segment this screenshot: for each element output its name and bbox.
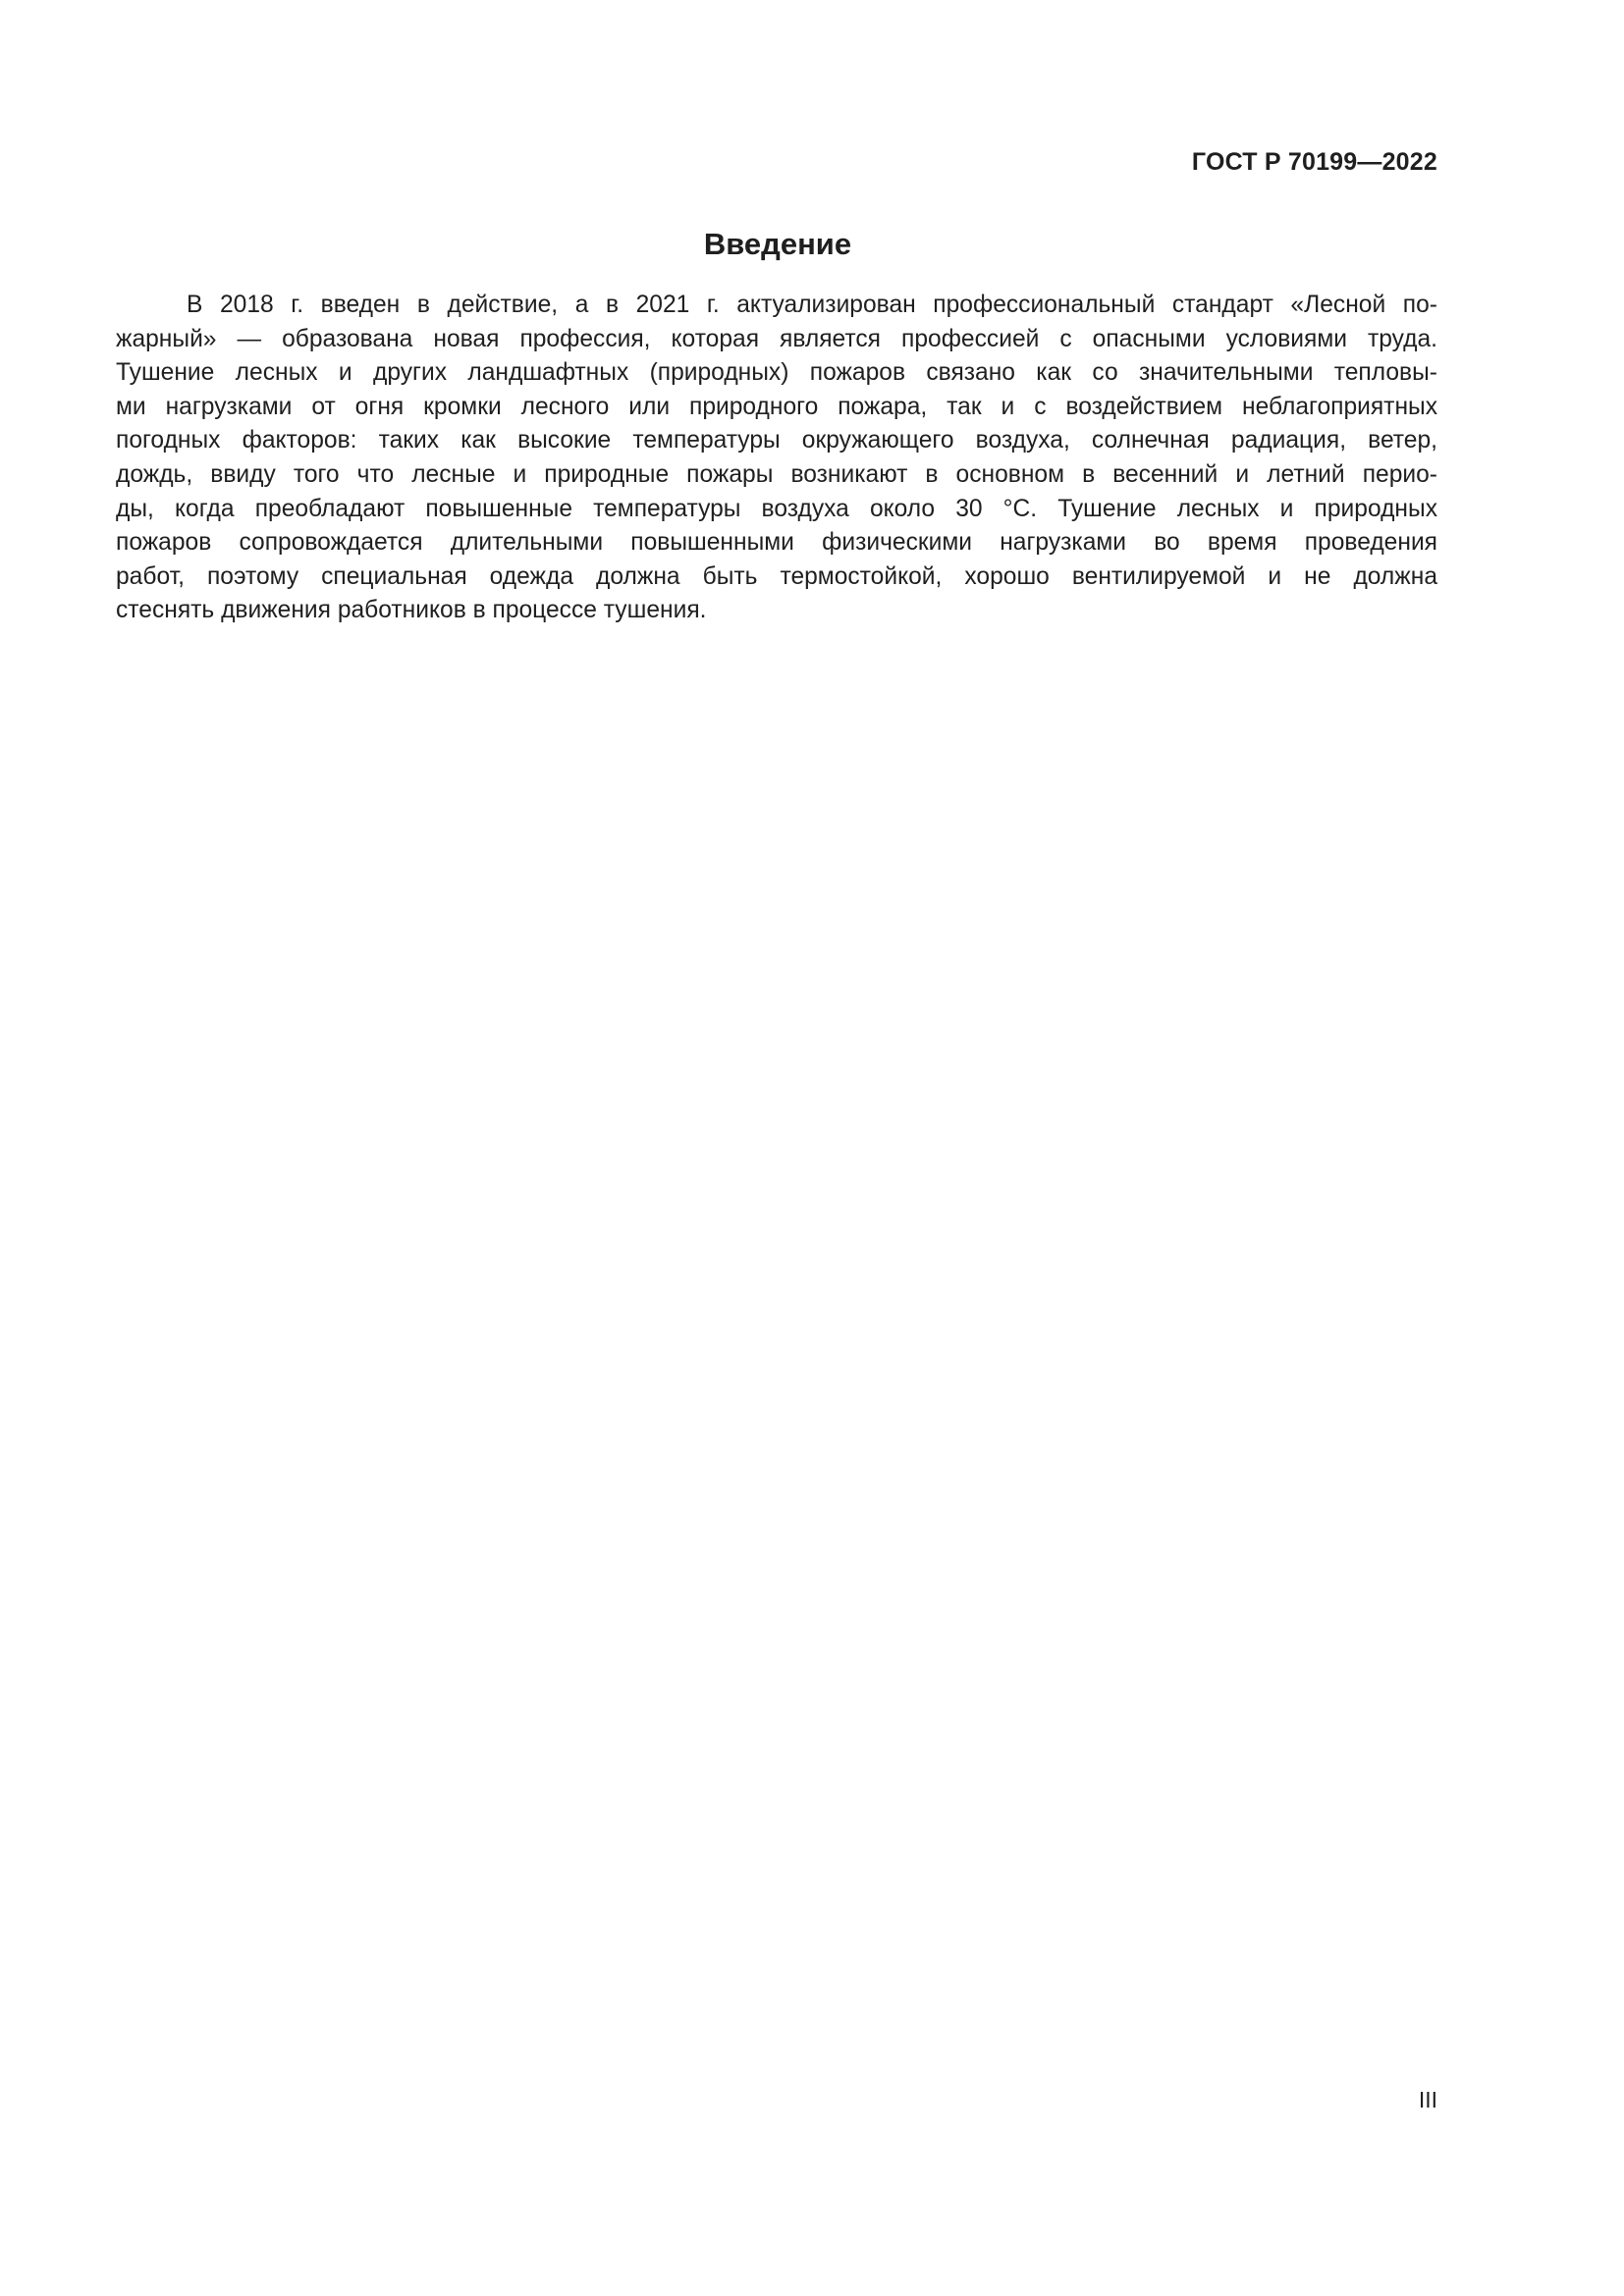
paragraph-line: Тушение лесных и других ландшафтных (природных) пожаров связано как со значительными тепловы-: [116, 359, 1437, 387]
paragraph-line: пожаров сопровождается длительными повышенными физическими нагрузками во время проведения: [116, 529, 1437, 557]
paragraph-line: ды, когда преобладают повышенные температуры воздуха около 30 °С. Тушение лесных и природных: [116, 495, 1437, 522]
introduction-paragraph: [116, 289, 1437, 628]
paragraph-line: ми нагрузками от огня кромки лесного или природного пожара, так и с воздействием неблагоприятных: [116, 393, 1437, 420]
paragraph-line: жарный» — образована новая профессия, которая является профессией с опасными условиями труда.: [116, 325, 1437, 352]
paragraph-line: дождь, ввиду того что лесные и природные пожары возникают в основном в весенний и летний перио-: [116, 460, 1437, 488]
page-number: III: [1418, 2087, 1437, 2112]
paragraph-line: В 2018 г. введен в действие, а в 2021 г. актуализирован профессиональный стандарт «Лесной по-: [187, 292, 1437, 318]
document-code: ГОСТ Р 70199—2022: [1191, 148, 1437, 176]
paragraph-line: погодных факторов: таких как высокие температуры окружающего воздуха, солнечная радиация, ветер,: [116, 427, 1437, 454]
paragraph-line: работ, поэтому специальная одежда должна быть термостойкой, хорошо вентилируемой и не должна: [116, 562, 1437, 590]
page-title: Введение: [703, 227, 852, 261]
paragraph-line: стеснять движения работников в процессе тушения.: [116, 597, 707, 624]
